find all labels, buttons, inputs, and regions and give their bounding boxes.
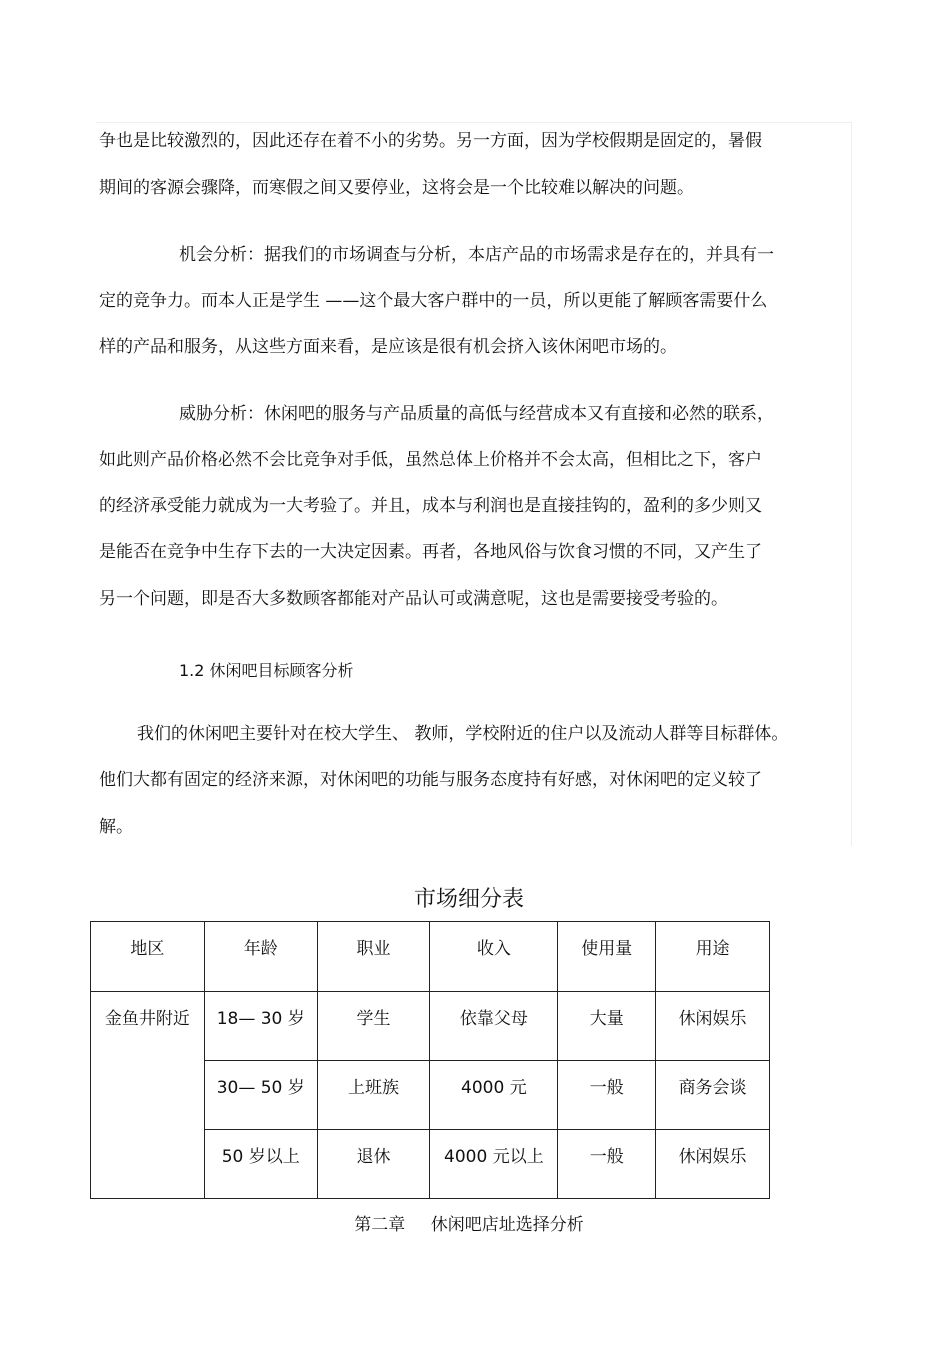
- body-line-2: 期间的客源会骤降，而寒假之间又要停业，这将会是一个比较难以解决的问题。: [99, 178, 694, 198]
- region-cell: 金鱼井附近: [91, 992, 205, 1199]
- header-purpose: 用途: [656, 922, 770, 992]
- usage-cell: 一般: [558, 1130, 656, 1199]
- chapter-caption: 第二章 休闲吧店址选择分析: [354, 1215, 584, 1235]
- table-header-row: [91, 922, 770, 992]
- table-title: 市场细分表: [413, 887, 524, 912]
- header-age: 年龄: [204, 922, 317, 992]
- opportunity-line-2: 定的竞争力。而本人正是学生 ——这个最大客户群中的一员，所以更能了解顾客需要什么: [99, 291, 768, 311]
- occupation-cell: 上班族: [317, 1061, 430, 1130]
- threat-line-3: 的经济承受能力就成为一大考验了。并且，成本与利润也是直接挂钩的，盈利的多少则又: [99, 496, 762, 516]
- header-income: 收入: [430, 922, 558, 992]
- threat-line-5: 另一个问题，即是否大多数顾客都能对产品认可或满意呢，这也是需要接受考验的。: [99, 589, 728, 609]
- threat-line-2: 如此则产品价格必然不会比竞争对手低，虽然总体上价格并不会太高，但相比之下，客户: [99, 450, 762, 470]
- target-line-1: 我们的休闲吧主要针对在校大学生、 教师，学校附近的住户以及流动人群等目标群体。: [137, 724, 789, 744]
- usage-cell: 一般: [558, 1061, 656, 1130]
- target-line-3: 解。: [99, 817, 133, 837]
- opportunity-line-1: 机会分析：据我们的市场调查与分析，本店产品的市场需求是存在的，并具有一: [179, 245, 774, 265]
- age-cell: 50 岁以上: [204, 1130, 317, 1199]
- opportunity-line-3: 样的产品和服务，从这些方面来看，是应该是很有机会挤入该休闲吧市场的。: [99, 337, 677, 357]
- age-cell: 18— 30 岁: [204, 992, 317, 1061]
- threat-line-4: 是能否在竞争中生存下去的一大决定因素。再者，各地风俗与饮食习惯的不同，又产生了: [99, 542, 762, 562]
- occupation-cell: 学生: [317, 992, 430, 1061]
- header-usage: 使用量: [558, 922, 656, 992]
- purpose-cell: 休闲娱乐: [656, 1130, 770, 1199]
- age-cell: 30— 50 岁: [204, 1061, 317, 1130]
- table-row: [91, 992, 770, 1061]
- body-line-1: 争也是比较激烈的，因此还存在着不小的劣势。另一方面，因为学校假期是固定的，暑假: [99, 131, 762, 151]
- purpose-cell: 商务会谈: [656, 1061, 770, 1130]
- income-cell: 4000 元: [430, 1061, 558, 1130]
- section-heading: 1.2 休闲吧目标顾客分析: [179, 661, 354, 680]
- market-segment-table: [90, 921, 770, 1199]
- target-line-2: 他们大都有固定的经济来源，对休闲吧的功能与服务态度持有好感，对休闲吧的定义较了: [99, 770, 762, 790]
- occupation-cell: 退休: [317, 1130, 430, 1199]
- purpose-cell: 休闲娱乐: [656, 992, 770, 1061]
- usage-cell: 大量: [558, 992, 656, 1061]
- threat-line-1: 威胁分析：休闲吧的服务与产品质量的高低与经营成本又有直接和必然的联系，: [179, 404, 774, 424]
- header-occupation: 职业: [317, 922, 430, 992]
- header-region: 地区: [91, 922, 205, 992]
- income-cell: 依靠父母: [430, 992, 558, 1061]
- income-cell: 4000 元以上: [430, 1130, 558, 1199]
